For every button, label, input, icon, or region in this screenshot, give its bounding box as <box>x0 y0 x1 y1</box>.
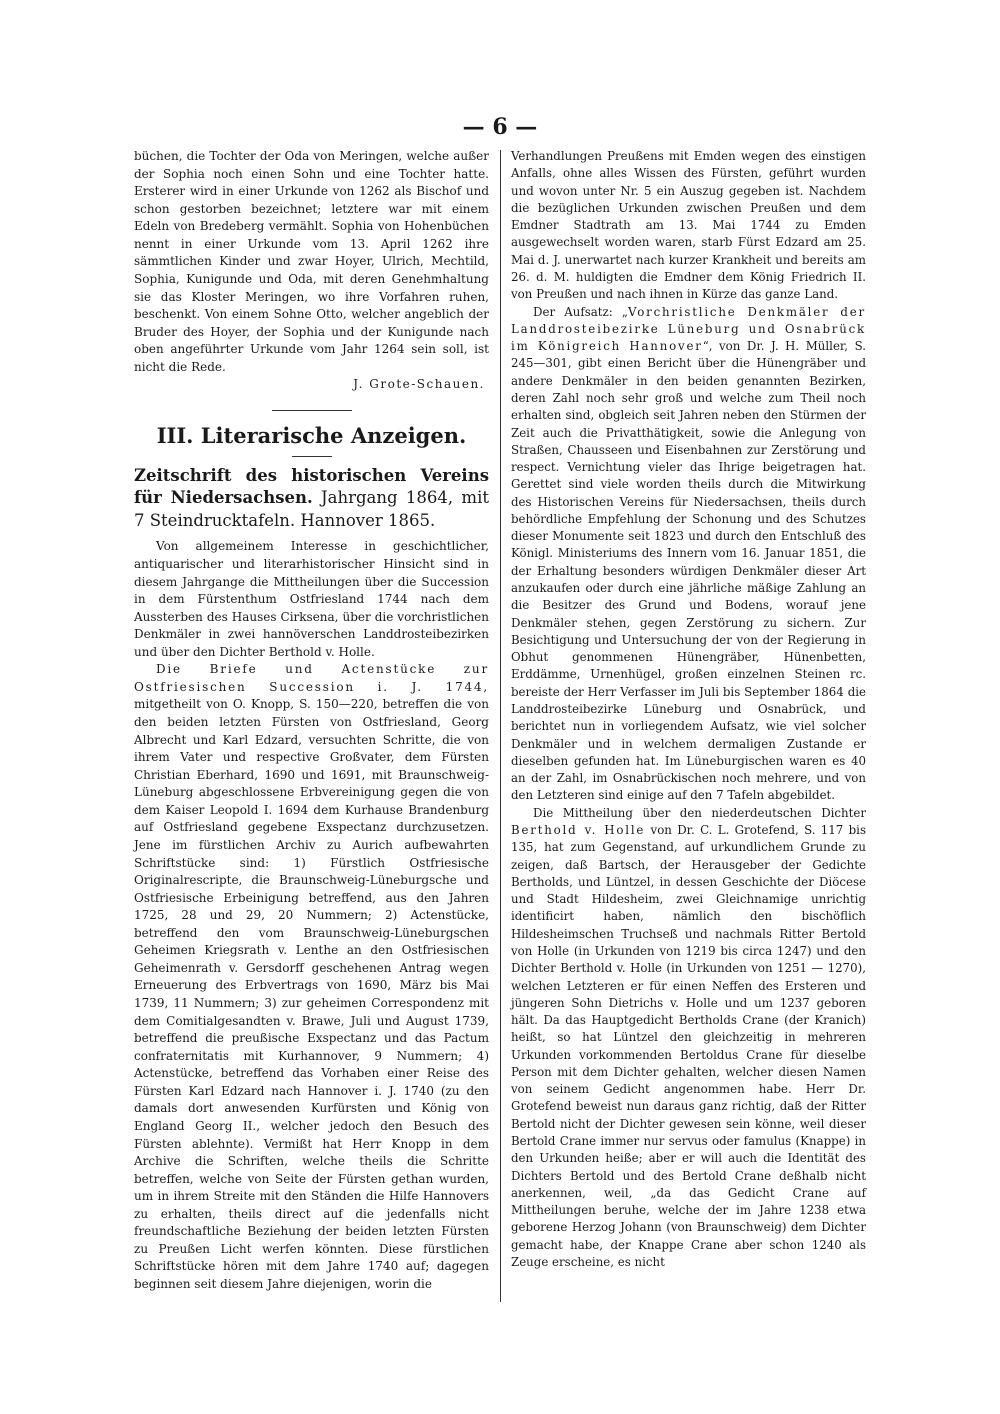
author-signature: J. Grote-Schauen. <box>353 377 485 392</box>
column-divider <box>500 150 501 1302</box>
review-title: Zeitschrift des historischen Vereins für Niedersachsen. <box>134 465 489 508</box>
paragraph-text: von Dr. C. L. Grotefend, S. 117 bis 135, hat zum Gegenstand, auf urkundlichem Grunde zu zeigen, daß Bartsch, der Herausgeber der Gedichte Bertholds, und Lüntzel, in dessen Geschichte der Diöcese und Stadt Hildesheim, zwei Gleichnamige unrichtig identificirt haben, nämlich den bischöflich Hildesheimschen Truchseß und nachmals Ritter Bertold von Holle (in Urkunden von 1219 bis circa 1247) und den Dichter Berthold v. Holle (in Urkunden von 1251 — 1270), welchen Letzteren er für einen Neffen des Ersteren und jüngeren Sohn Dietrichs v. Holle und um 1237 geboren hält. Da das Hauptgedicht Bertholds Crane (der Kranich) heißt, so hat Lüntzel den gleichzeitig in mehreren Urkunden vorkommenden Bertoldus Crane für dieselbe Person mit dem Dichter gehalten, welcher diesen Namen von seinem Gedicht angenommen habe. Herr Dr. Grotefend beweist nun daraus ganz richtig, daß der Ritter Bertold nicht der Dichter gewesen sein könne, weil dieser Bertold Crane immer nur servus oder famulus (Knappe) in den Urkunden heiße; aber er will auch die Identität des Dichters Bertold und des Bertold Crane deßhalb nicht anerkennen, weil, „da das Gedicht Crane auf Mittheilungen beruhe, welche der im Jahre 1238 etwa geborene Herzog Johann (von Braunschweig) dem Dichter gemacht habe, der Knappe Crane aber schon 1240 als Zeuge erscheine, es nicht <box>511 822 867 1269</box>
section-title: III. Literarische Anzeigen. <box>156 422 467 448</box>
section-rule <box>272 410 352 411</box>
review-heading <box>134 465 489 533</box>
spaced-title-briefe: Die Briefe und Actenstücke zur Ostfriesischen Succession i. J. 1744, <box>134 662 489 694</box>
holle-paragraph <box>511 805 866 1272</box>
paragraph-text: Die Mittheilung über den niederdeutschen Dichter <box>533 805 866 820</box>
left-column <box>134 148 489 1294</box>
continued-paragraph: Verhandlungen Preußens mit Emden wegen des einstigen Anfalls, ohne alles Wissen des Fürsten, geführt wurden und wovon unter Nr. 5 ein Auszug gegeben ist. Nachdem die bezüglichen Urkunden zwischen Preußen und dem Emdner Stadtrath am 13. Mai 1744 zu Emden ausgewechselt worden waren, starb Fürst Edzard am 25. Mai d. J. unerwartet nach kurzer Krankheit und bereits am 26. d. M. huldigten die Emdner dem König Friedrich II. von Preußen und nach ihnen in Kürze das ganze Land. <box>511 149 866 302</box>
paragraph-text: Der Aufsatz: „ <box>533 304 628 319</box>
spaced-title-denkmaeler: Vorchristliche Denkmäler der Landdrosteibezirke Lüneburg und Osnabrück im Königreich Hannover <box>511 304 866 354</box>
title-rule <box>292 456 332 457</box>
intro-paragraph: büchen, die Tochter der Oda von Meringen, welche außer der Sophia noch einen Sohn und eine Tochter hatte. Ersterer wird in einer Urkunde von 1262 als Bischof und schon gestorben bezeichnet; letztere war mit einem Edeln von Bredeberg vermählt. Sophia von Hohenbüchen nennt in einer Urkunde vom 13. April 1262 ihre sämmtlichen Kinder und zwar Hoyer, Ulrich, Mechtild, Sophia, Kunigunde und Oda, mit deren Genehmhaltung sie das Kloster Meringen, wo ihre Vorfahren ruhen, beschenkt. Von einem Sohne Otto, welcher angeblich der Bruder des Hoyer, der Sophia und der Kunigunde nach oben angeführter Urkunde vom Jahr 1264 sein soll, ist nicht die Rede. <box>134 149 489 374</box>
denkmaeler-paragraph <box>511 304 866 805</box>
review-paragraph-2 <box>134 661 489 1293</box>
review-paragraph-1: Von allgemeinem Interesse in geschichtlicher, antiquarischer und literarhistorischer Hinsicht sind in diesem Jahrgange die Mittheilungen über die Succession in dem Fürstenthum Ostfriesland 1744 nach dem Aussterben des Hauses Cirksena, über die vorchristlichen Denkmäler in zwei hannöverschen Landdrosteibezirken und über den Dichter Berthold v. Holle. <box>134 539 489 659</box>
right-column <box>511 148 866 1271</box>
paragraph-text: mitgetheilt von O. Knopp, S. 150—220, betreffen die von den beiden letzten Fürsten von Ostfriesland, Georg Albrecht und Karl Edzard, versuchten Schritte, die von ihrem Vater und respective Großvater, dem Fürsten Christian Eberhard, 1690 und 1691, mit Braunschweig-Lüneburg abgeschlossene Erbvereinigung gegen die von dem Kaiser Leopold I. 1694 dem Kurhause Brandenburg auf Ostfriesland gegebene Exspectanz durchzusetzen. Jene im fürstlichen Archiv zu Aurich aufbewahrten Schriftstücke sind: 1) Fürstlich Ostfriesische Originalrescripte, die Braunschweig-Lüneburgsche und Ostfriesische Erbeinigung betreffend, aus den Jahren 1725, 28 und 29, 20 Nummern; 2) Actenstücke, betreffend den vom Braunschweig-Lüneburgschen Geheimen Kriegsrath v. Lenthe an den Ostfriesischen Geheimenrath v. Gersdorff geschehenen Antrag wegen Erneuerung des Erbvertrags von 1690, März bis Mai 1739, 11 Nummern; 3) zur geheimen Correspondenz mit dem Comitialgesandten v. Brawe, Juli und August 1739, betreffend die preußische Exspectanz und das Pactum confraternitatis mit Kurhannover, 9 Nummern; 4) Actenstücke, betreffend das Vorhaben einer Reise des Fürsten Karl Edzard nach Hannover i. J. 1740 (zu den damals dort anwesenden Kurfürsten und König von England Georg II., welcher jedoch den Besuch des Fürsten ablehnte). Vermißt hat Herr Knopp in dem Archive die Schriften, welche theils die Schritte betreffen, welche von Seite der Fürsten gethan wurden, um in ihrem Streite mit den Ständen die Hilfe Hannovers zu erhalten, theils direct auf die jedenfalls nicht freundschaftliche Beziehung der beiden letzten Fürsten zu Preußen Licht werfen könnten. Diese fürstlichen Schriftstücke hören mit dem Jahre 1740 auf; dagegen beginnen seit diesem Jahre diejenigen, worin die <box>134 697 489 1291</box>
spaced-name-holle: Berthold v. Holle <box>511 822 646 837</box>
page-number: — 6 — <box>462 114 538 140</box>
paragraph-text: “, von Dr. J. H. Müller, S. 245—301, gibt einen Bericht über die Hünengräber und andere Denkmäler in den beiden genannten Bezirken, deren Zahl noch sehr groß und welche zum Theil noch erhalten sind, obgleich seit Jahren neben den Stürmen der Zeit auch die Privatthätigkeit, sowie die Anlegung von Straßen, Chausseen und Eisenbahnen zur Zerstörung und respect. Vernichtung vieler das Ihrige beigetragen hat. Gerettet sind viele worden theils durch die Mitwirkung des Historischen Vereins für Niedersachsen, theils durch behördliche Empfehlung der Schonung und des Schutzes dieser Monumente seit 1823 und durch den Entschluß des Königl. Ministeriums des Innern vom 16. Januar 1851, die der Erhaltung besonders würdigen Denkmäler dieser Art anzukaufen oder durch eine jährliche mäßige Zahlung an die Besitzer des Grund und Bodens, worauf jene Denkmäler stehen, gegen Zerstörung zu sichern. Zur Besichtigung und Untersuchung der von der Regierung in Obhut genommenen Hünengräber, Hünenbetten, Erddämme, Urnenhügel, großen einzelnen Steinen rc. bereiste der Herr Verfasser im Juli bis September 1864 die Landdrosteibezirke Lüneburg und Osnabrück, und berichtet nun in vorliegendem Aufsatz, wie viel solcher Denkmäler und in welchem dermaligen Zustande er dieselben gefunden hat. Im Lüneburgischen waren es 40 an der Zahl, im Osnabrückischen noch mehrere, und von den Letzteren sind einige auf den 7 Tafeln abgebildet. <box>511 339 866 803</box>
review-subtitle: Jahrgang 1864, mit 7 Steindrucktafeln. Hannover 1865. <box>134 488 489 530</box>
